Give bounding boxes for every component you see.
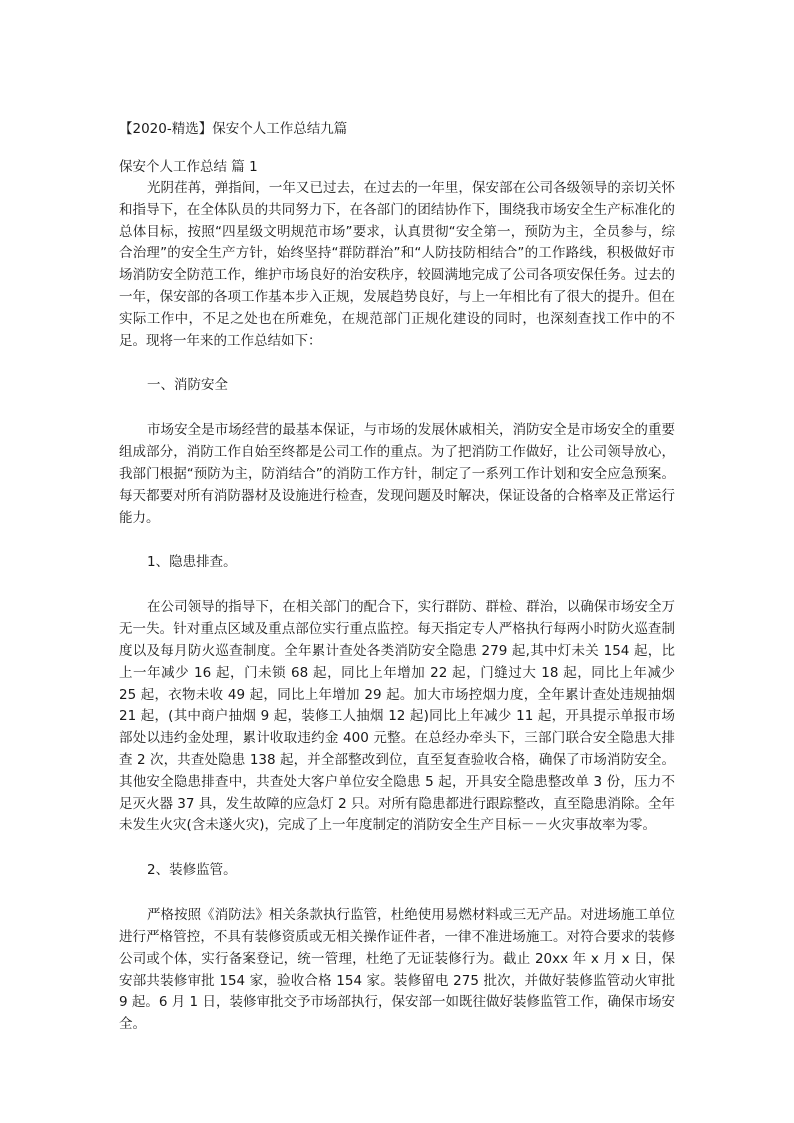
subsection-heading-hazard-check: 1、隐患排查。: [147, 554, 237, 571]
section-heading-fire-safety: 一、消防安全: [147, 377, 228, 394]
spacer: [119, 881, 675, 905]
document-page: [119, 118, 675, 1036]
subsection-heading-renovation: 2、装修监管。: [147, 862, 237, 879]
renovation-paragraph: 严格按照《消防法》相关条款执行监管，杜绝使用易燃材料或三无产品。对进场施工单位进行严格管控，不具有装修资质或无相关操作证件者，一律不准进场施工。对符合要求的装修公司或个体，实行备案登记，统一管理，杜绝了无证装修行为。截止 20xx 年 x 月 x 日，保安部共装修审批 154 家，验收合格 154 家。装修留电 275 批次，并做好装修监管动火审批 9 起。6 月 1 日，装修审批交予市场部执行，保安部一如既往做好装修监管工作，确保市场安全。: [119, 907, 675, 1033]
document-title: 【2020-精选】保安个人工作总结九篇: [119, 121, 348, 137]
spacer: [119, 529, 675, 551]
spacer: [119, 396, 675, 420]
spacer: [119, 837, 675, 859]
article-subtitle: 保安个人工作总结 篇 1: [119, 159, 258, 175]
spacer: [119, 352, 675, 374]
intro-paragraph: 光阴荏苒，弹指间，一年又已过去，在过去的一年里，保安部在公司各级领导的亲切关怀和指导下，在全体队员的共同努力下，在各部门的团结协作下，围绕我市场安全生产标准化的总体目标，按照“四星级文明规范市场”要求，认真贯彻“安全第一，预防为主，全员参与，综合治理”的安全生产方针，始终坚持“群防群治”和“人防技防相结合”的工作路线，积极做好市场消防安全防范工作，维护市场良好的治安秩序，较圆满地完成了公司各项安保任务。过去的一年，保安部的各项工作基本步入正规，发展趋势良好，与上一年相比有了很大的提升。但在实际工作中，不足之处也在所难免，在规范部门正规化建设的同时，也深刻查找工作中的不足。现将一年来的工作总结如下：: [119, 180, 675, 349]
fire-safety-paragraph: 市场安全是市场经营的最基本保证，与市场的发展休戚相关，消防安全是市场安全的重要组成部分，消防工作自始至终都是公司工作的重点。为了把消防工作做好，让公司领导放心，我部门根据“预防为主，防消结合”的消防工作方针，制定了一系列工作计划和安全应急预案。每天都要对所有消防器材及设施进行检查，发现问题及时解决，保证设备的合格率及正常运行能力。: [119, 422, 675, 526]
hazard-check-paragraph: 在公司领导的指导下，在相关部门的配合下，实行群防、群检、群治，以确保市场安全万无一失。针对重点区域及重点部位实行重点监控。每天指定专人严格执行每两小时防火巡查制度以及每月防火巡查制度。全年累计查处各类消防安全隐患 279 起,其中灯未关 154 起，比上一年减少 16 起，门未锁 68 起，同比上年增加 22 起，门缝过大 18 起，同比上年减少 25 起，衣物未收 49 起，同比上年增加 29 起。加大市场控烟力度，全年累计查处违规抽烟 21 起，(其中商户抽烟 9 起，装修工人抽烟 12 起)同比上年减少 11 起，开具提示单报市场部处以违约金处理，累计收取违约金 400 元整。在总经办牵头下，三部门联合安全隐患大排查 2 次，共查处隐患 138 起，并全部整改到位，直至复查验收合格，确保了市场消防安全。其他安全隐患排查中，共查处大客户单位安全隐患 5 起，开具安全隐患整改单 3 份，压力不足灭火器 37 具，发生故障的应急灯 2 只。对所有隐患都进行跟踪整改，直至隐患消除。全年未发生火灾(含未遂火灾)，完成了上一年度制定的消防安全生产目标－－火灾事故率为零。: [119, 599, 675, 834]
spacer: [119, 573, 675, 597]
